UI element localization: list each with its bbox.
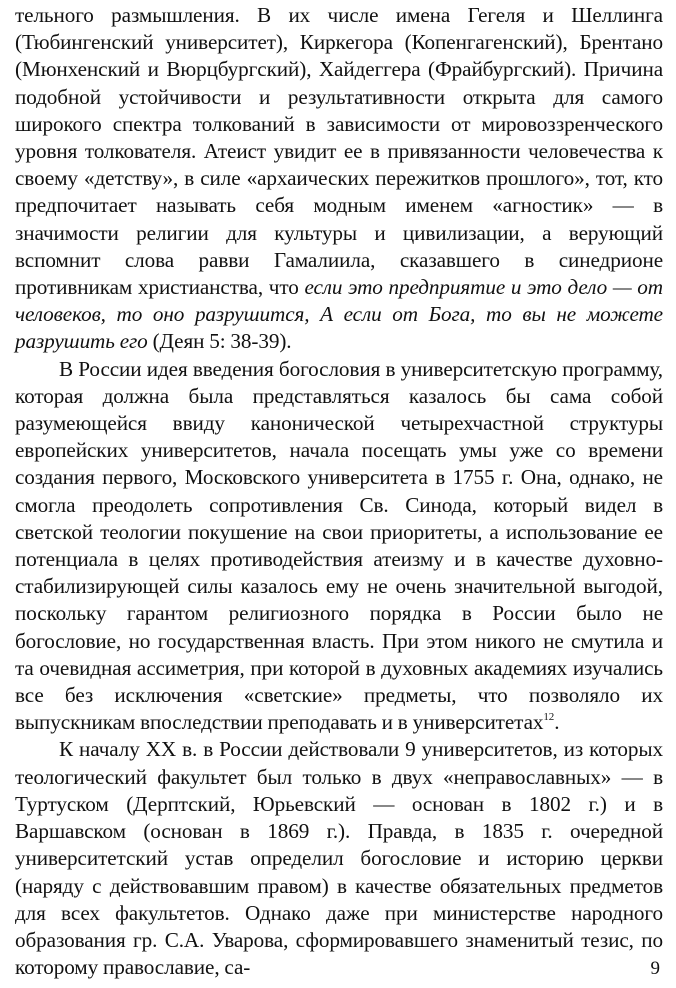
paragraph-1-quote-italic: если это предприятие и это дело — от человеков, то оно разрушится, А если от Бога, то вы не можете разрушить его	[15, 275, 664, 354]
paragraph-1	[15, 2, 663, 356]
document-page	[15, 2, 663, 981]
paragraph-1-text: тельного размышления. В их числе имена Гегеля и Шеллинга (Тюбингенский университет), Киркегора (Копенгагенский), Брентано (Мюнхенский и Вюрцбургский), Хайдеггера (Фрайбургский). Причина подобной устойчивости и результативности открыта для самого широкого спектра толкований в зависимости от мировоззренческого уровня толкователя. Атеист увидит ее в привязанности человечества к своему «детству», в силе «архаических пережитков прошлого», тот, кто предпочитает называть себя модным именем «агностик» — в значимости религии для культуры и цивилизации, а верующий вспомнит слова равви Гамалиила, сказавшего в синедрионе противникам христианства, что	[15, 3, 663, 300]
footnote-reference[interactable]: 12	[543, 711, 555, 724]
paragraph-2-text: В России идея введения богословия в университетскую программу, которая должна была представляться казалось бы сама собой разумеющейся ввиду канонической четырехчастной структуры европейских университетов, начала посещать умы уже со времени создания первого, Московского университета в 1755 г. Она, однако, не смогла преодолеть сопротивления Св. Синода, который видел в светской теологии покушение на свои приоритеты, а использование ее потенциала в целях противодействия атеизму и в качестве духовно-стабилизирующей силы казалось ему не очень значительной выгодой, поскольку гарантом религиозного порядка в России было не богословие, но государственная власть. При этом никого не смутила и та очевидная ассиметрия, при которой в духовных академиях изучались все без исключения «светские» предметы, что позволяло их выпускникам впоследствии преподавать и в университетах	[15, 356, 663, 735]
page-number: 9	[650, 958, 660, 979]
paragraph-3-text: К началу XX в. в России действовали 9 университетов, из которых теологический факультет был только в двух «неправославных» — в Туртуском (Дерптский, Юрьевский — основан в 1802 г.) и в Варшавском (основан в 1869 г.). Правда, в 1835 г. очередной университетский устав определил богословие и историю церкви (наряду с действовавшим правом) в качестве обязательных предметов для всех факультетов. Однако даже при министерстве народного образования гр. С.А. Уварова, сформировавшего знаменитый тезис, по которому православие, са-	[15, 737, 663, 980]
paragraph-2-end: .	[554, 710, 560, 735]
paragraph-2	[15, 356, 663, 737]
paragraph-1-citation: (Деян 5: 38-39).	[147, 329, 292, 354]
paragraph-3	[15, 736, 663, 981]
